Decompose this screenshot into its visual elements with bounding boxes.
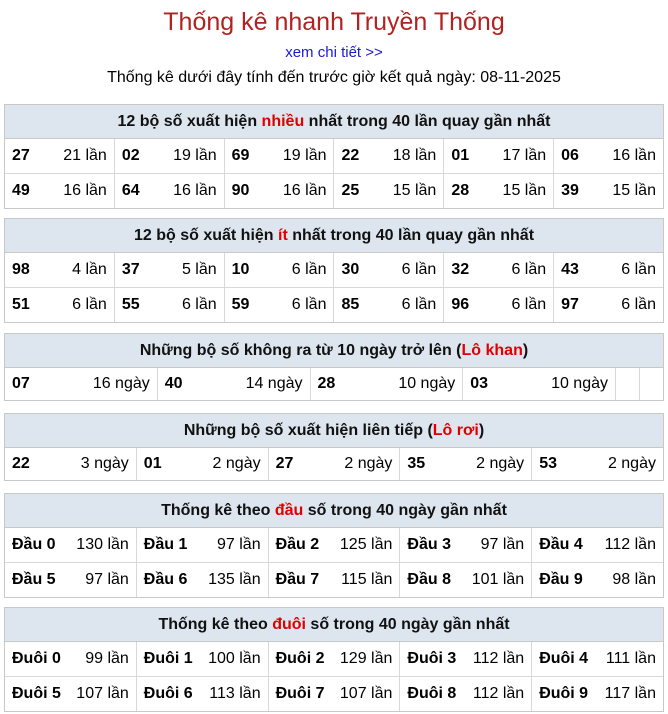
- lo-khan-section: [4, 333, 664, 401]
- stat-cell: [443, 288, 553, 322]
- stat-cell: [224, 174, 334, 208]
- stat-cell: [531, 677, 663, 711]
- most-frequent-section: [4, 104, 664, 209]
- stat-count: 6 lần: [511, 296, 547, 313]
- stat-cell: [553, 174, 663, 208]
- stat-cell: [531, 642, 663, 676]
- empty-cell: [615, 368, 639, 400]
- stat-count: 16 lần: [282, 182, 327, 199]
- stat-number: 03: [470, 375, 489, 392]
- stat-cell: [157, 368, 310, 400]
- stat-number: Đầu 3: [407, 536, 451, 553]
- stat-number: Đuôi 8: [407, 685, 457, 702]
- stat-cell: [399, 642, 531, 676]
- stat-cell: [531, 563, 663, 597]
- stat-count: 18 lần: [392, 147, 437, 164]
- stat-count: 112 lần: [604, 536, 656, 553]
- stat-count: 112 lần: [472, 650, 525, 667]
- stat-count: 135 lần: [208, 571, 261, 588]
- table-row: [5, 676, 663, 711]
- heading-text: Thống kê theo: [161, 502, 275, 519]
- stat-count: 10 ngày: [551, 375, 608, 392]
- stat-cell: [443, 253, 553, 287]
- stat-count: 130 lần: [76, 536, 129, 553]
- stat-number: 40: [164, 375, 183, 392]
- heading-text: 12 bộ số xuất hiện: [117, 113, 262, 130]
- stat-count: 125 lần: [339, 536, 393, 553]
- stat-number: 30: [341, 261, 360, 278]
- stat-cell: [531, 528, 663, 562]
- stat-count: 111 lần: [605, 650, 656, 667]
- stat-count: 100 lần: [208, 650, 261, 667]
- least-frequent-section: [4, 218, 664, 323]
- tail-digit-heading: [5, 608, 663, 642]
- stat-count: 115 lần: [341, 571, 393, 588]
- stat-count: 5 lần: [181, 261, 217, 278]
- stat-number: Đầu 2: [275, 536, 320, 553]
- stat-number: 06: [561, 147, 579, 164]
- heading-text: số trong 40 ngày gần nhất: [305, 616, 510, 633]
- stat-cell: [462, 368, 615, 400]
- stat-count: 2 ngày: [212, 455, 261, 472]
- stat-number: Đầu 7: [275, 571, 320, 588]
- stat-cell: [399, 677, 531, 711]
- stat-number: 35: [407, 455, 426, 472]
- heading-text: nhất trong 40 lần quay gần nhất: [304, 113, 551, 130]
- stat-cell: [531, 448, 663, 480]
- heading-highlight: nhiều: [261, 113, 305, 130]
- stat-cell: [114, 174, 224, 208]
- stat-cell: [268, 563, 400, 597]
- stat-number: 90: [231, 182, 250, 199]
- stat-number: Đuôi 7: [275, 685, 325, 702]
- stat-count: 6 lần: [621, 296, 656, 313]
- empty-cell: [639, 368, 663, 400]
- stat-number: 27: [275, 455, 294, 472]
- stat-cell: [553, 253, 663, 287]
- stat-number: Đầu 8: [407, 571, 451, 588]
- tail-digit-section: [4, 607, 664, 712]
- stat-number: 64: [121, 182, 140, 199]
- least-frequent-heading: [5, 219, 663, 253]
- stat-count: 15 lần: [502, 182, 547, 199]
- stat-number: 27: [12, 147, 30, 164]
- stat-count: 6 lần: [291, 261, 327, 278]
- stat-number: Đuôi 3: [407, 650, 457, 667]
- lo-roi-heading: [5, 414, 663, 448]
- stat-number: 28: [451, 182, 470, 199]
- stat-count: 15 lần: [392, 182, 437, 199]
- stat-number: Đầu 6: [143, 571, 188, 588]
- stat-count: 113 lần: [209, 685, 261, 702]
- page-subtitle: Thống kê dưới đây tính đến trước giờ kết quả ngày: 08-11-2025: [107, 69, 561, 86]
- stat-cell: [399, 448, 531, 480]
- table-row: [5, 528, 663, 562]
- stat-number: 28: [317, 375, 336, 392]
- stat-count: 97 lần: [217, 536, 261, 553]
- stat-count: 19 lần: [282, 147, 327, 164]
- stat-cell: [553, 139, 663, 173]
- stat-number: Đuôi 4: [539, 650, 589, 667]
- stat-cell: [268, 528, 400, 562]
- table-row: [5, 368, 663, 400]
- stat-cell: [5, 368, 157, 400]
- stat-number: 01: [451, 147, 470, 164]
- stat-cell: [268, 642, 400, 676]
- stat-count: 4 lần: [72, 261, 107, 278]
- stat-number: 49: [12, 182, 30, 199]
- stat-number: Đuôi 2: [275, 650, 325, 667]
- stat-number: 22: [12, 455, 30, 472]
- table-row: [5, 139, 663, 173]
- heading-highlight: Lô khan: [461, 342, 523, 359]
- stat-count: 16 ngày: [92, 375, 150, 392]
- stat-number: Đầu 0: [12, 536, 56, 553]
- stat-cell: [333, 253, 443, 287]
- stat-number: Đầu 9: [539, 571, 583, 588]
- stat-number: 22: [341, 147, 360, 164]
- stat-cell: [224, 288, 334, 322]
- stat-number: Đuôi 9: [539, 685, 589, 702]
- stat-count: 117 lần: [604, 685, 656, 702]
- stat-cell: [136, 677, 268, 711]
- stat-cell: [5, 253, 114, 287]
- heading-text: số trong 40 ngày gần nhất: [303, 502, 507, 519]
- heading-text: 12 bộ số xuất hiện: [133, 227, 278, 244]
- stat-count: 6 lần: [401, 261, 437, 278]
- stat-cell: [399, 563, 531, 597]
- stat-cell: [5, 288, 114, 322]
- stat-number: 51: [12, 296, 30, 313]
- stat-cell: [443, 139, 553, 173]
- stat-cell: [5, 174, 114, 208]
- stat-count: 97 lần: [480, 536, 525, 553]
- stat-count: 2 ngày: [476, 455, 525, 472]
- stat-cell: [5, 448, 136, 480]
- table-row: [5, 642, 663, 676]
- heading-text: Những bộ số không ra từ 10 ngày trở lên (: [139, 342, 462, 359]
- heading-highlight: đuôi: [272, 616, 306, 633]
- lo-roi-section: [4, 413, 664, 481]
- stat-number: Đuôi 5: [12, 685, 61, 702]
- detail-link[interactable]: xem chi tiết >>: [285, 44, 383, 61]
- stat-number: 02: [121, 147, 140, 164]
- stat-number: 97: [561, 296, 579, 313]
- heading-text: ): [522, 342, 529, 359]
- stat-number: 69: [231, 147, 250, 164]
- stat-count: 14 ngày: [245, 375, 303, 392]
- stat-count: 107 lần: [339, 685, 393, 702]
- stat-count: 21 lần: [63, 147, 107, 164]
- stat-number: 55: [121, 296, 140, 313]
- stat-cell: [136, 448, 268, 480]
- stat-count: 16 lần: [173, 182, 217, 199]
- stat-number: 10: [231, 261, 250, 278]
- stat-cell: [268, 448, 400, 480]
- table-row: [5, 173, 663, 208]
- table-row: [5, 287, 663, 322]
- stat-count: 16 lần: [63, 182, 107, 199]
- stat-number: 85: [341, 296, 360, 313]
- stat-count: 6 lần: [181, 296, 217, 313]
- stat-number: 96: [451, 296, 470, 313]
- stat-cell: [224, 139, 334, 173]
- stat-number: 01: [143, 455, 162, 472]
- stat-number: Đuôi 1: [143, 650, 193, 667]
- stat-number: 07: [12, 375, 30, 392]
- heading-text: ): [478, 422, 485, 439]
- stat-count: 97 lần: [85, 571, 129, 588]
- stat-number: Đầu 5: [12, 571, 56, 588]
- heading-highlight: ít: [278, 227, 288, 244]
- stat-count: 99 lần: [85, 650, 129, 667]
- stat-cell: [553, 288, 663, 322]
- stat-count: 101 lần: [471, 571, 525, 588]
- stat-cell: [333, 139, 443, 173]
- stat-cell: [333, 288, 443, 322]
- stat-cell: [5, 528, 136, 562]
- stat-cell: [136, 528, 268, 562]
- stat-cell: [443, 174, 553, 208]
- stat-count: 112 lần: [472, 685, 525, 702]
- stat-cell: [136, 642, 268, 676]
- stat-number: 98: [12, 261, 30, 278]
- stat-count: 129 lần: [339, 650, 393, 667]
- stat-count: 6 lần: [72, 296, 107, 313]
- stat-cell: [310, 368, 463, 400]
- stat-number: Đầu 1: [143, 536, 188, 553]
- stat-count: 16 lần: [612, 147, 656, 164]
- stat-count: 19 lần: [173, 147, 217, 164]
- head-digit-section: [4, 493, 664, 598]
- stat-count: 3 ngày: [80, 455, 129, 472]
- stat-number: 37: [121, 261, 140, 278]
- heading-text: Những bộ số xuất hiện liên tiếp (: [183, 422, 433, 439]
- stat-cell: [5, 139, 114, 173]
- heading-text: nhất trong 40 lần quay gần nhất: [287, 227, 535, 244]
- stat-cell: [114, 253, 224, 287]
- stat-number: 39: [561, 182, 579, 199]
- stat-count: 6 lần: [621, 261, 656, 278]
- stat-number: Đuôi 0: [12, 650, 61, 667]
- page-title: Thống kê nhanh Truyền Thống: [163, 8, 505, 36]
- lo-khan-heading: [5, 334, 663, 368]
- stat-number: 43: [561, 261, 579, 278]
- stat-count: 10 ngày: [398, 375, 456, 392]
- head-digit-heading: [5, 494, 663, 528]
- stat-number: 53: [539, 455, 557, 472]
- stat-cell: [114, 288, 224, 322]
- heading-highlight: đầu: [274, 502, 304, 519]
- stat-count: 107 lần: [76, 685, 129, 702]
- stat-cell: [5, 642, 136, 676]
- stat-count: 2 ngày: [344, 455, 393, 472]
- stat-number: 32: [451, 261, 470, 278]
- stat-cell: [399, 528, 531, 562]
- stat-count: 98 lần: [612, 571, 656, 588]
- stat-cell: [333, 174, 443, 208]
- stat-cell: [136, 563, 268, 597]
- heading-highlight: Lô rơi: [432, 422, 479, 439]
- table-row: [5, 562, 663, 597]
- table-row: [5, 253, 663, 287]
- stat-cell: [5, 677, 136, 711]
- stat-number: 25: [341, 182, 360, 199]
- stat-count: 6 lần: [511, 261, 547, 278]
- stat-count: 6 lần: [291, 296, 327, 313]
- stat-number: 59: [231, 296, 250, 313]
- stat-count: 15 lần: [612, 182, 656, 199]
- stat-count: 17 lần: [502, 147, 547, 164]
- stat-count: 6 lần: [401, 296, 437, 313]
- stat-number: Đuôi 6: [143, 685, 193, 702]
- table-row: [5, 448, 663, 480]
- stat-count: 2 ngày: [607, 455, 656, 472]
- stat-cell: [268, 677, 400, 711]
- heading-text: Thống kê theo: [158, 616, 273, 633]
- most-frequent-heading: [5, 105, 663, 139]
- stat-cell: [114, 139, 224, 173]
- stat-cell: [5, 563, 136, 597]
- stat-number: Đầu 4: [539, 536, 583, 553]
- stat-cell: [224, 253, 334, 287]
